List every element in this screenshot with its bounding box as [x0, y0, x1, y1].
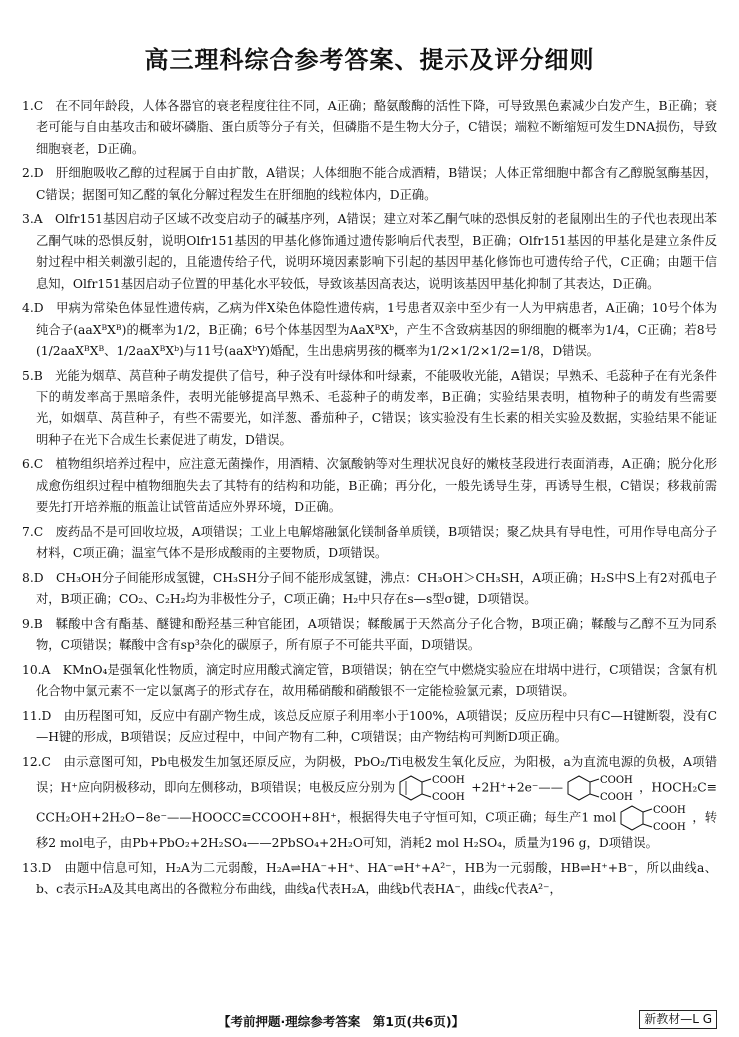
item-text-part1: 由示意图可知，Pb电极发生加氢还原反应，为阴极，PbO₂/Ti电极发生氧化反应，为阳极，a为直流电源的负极，A项错误；H⁺应向阴极移动，即向左侧移动，B项错误；电极反应分别为: [36, 754, 717, 795]
item-number: 10.A: [22, 662, 51, 677]
item-text: 植物组织培养过程中，应注意无菌操作，用酒精、次氯酸钠等对生理状况良好的嫩枝茎段进行表面消毒，A正确；脱分化形成愈伤组织过程中植物细胞失去了其特有的结构和功能，B正确；再分化，一般先诱导生芽，再诱导生根，C错误；移栽前需要先打开培养瓶的瓶盖让试管苗适应外界环境，D正确。: [36, 457, 717, 515]
answer-item-8: [22, 568, 717, 611]
item-number: 4.D: [22, 301, 44, 316]
item-text-part2: +2H⁺+2e⁻——: [471, 780, 564, 795]
answer-item-12: [22, 752, 717, 855]
cooh-label-bottom: COOH: [653, 822, 687, 834]
item-text: 甲病为常染色体显性遗传病，乙病为伴X染色体隐性遗传病，1号患者双亲中至少有一人为甲病患者，A正确；10号个体为纯合子(aaXᴮXᴮ)的概率为1/2，B正确；6号个体基因型为AaXᴮXᵇ，产生不含致病基因的卵细胞的概率为1/4，C正确；若8号(1/2aaXᴮXᴮ、1/2aaXᴮXᵇ)与11号(aaXᵇY)婚配，生出患病男孩的概率为1/2×1/2×1/2=1/8，D错误。: [36, 301, 717, 359]
answer-item-13: [22, 858, 717, 901]
item-number: 12.C: [22, 754, 51, 769]
item-text: CH₃OH分子间能形成氢键，CH₃SH分子间不能形成氢键，沸点：CH₃OH＞CH₃SH，A项正确；H₂S中S上有2对孤电子对，B项正确；CO₂、C₂H₂均为非极性分子，C项正确；H₂中只存在s—s型σ键，D项错误。: [36, 570, 717, 607]
item-text-part4: ，转移2 mol电子，由Pb+PbO₂+2H₂SO₄——2PbSO₄+2H₂O可知，消耗2 mol H₂SO₄，质量为196 g，D项错误。: [36, 810, 717, 851]
answer-item-6: [22, 454, 717, 518]
item-number: 13.D: [22, 860, 52, 875]
answer-item-5: [22, 366, 717, 452]
answer-item-4: [22, 298, 717, 362]
item-number: 6.C: [22, 457, 44, 472]
item-text: 由题中信息可知，H₂A为二元弱酸，H₂A⇌HA⁻+H⁺、HA⁻⇌H⁺+A²⁻，HB为一元弱酸，HB⇌H⁺+B⁻，所以曲线a、b、c表示H₂A及其电离出的各微粒分布曲线，曲线a代表H₂A，曲线b代表HA⁻，曲线c代表A²⁻，: [36, 860, 717, 897]
item-text: KMnO₄是强氧化性物质，滴定时应用酸式滴定管，B项错误；钠在空气中燃烧实验应在坩埚中进行，C项错误；含氯有机化合物中氯元素不一定以氯离子的形式存在，故用稀硝酸和硝酸银不一定能检验氯元素，D项错误。: [36, 662, 717, 699]
answer-item-2: [22, 163, 717, 206]
answer-list: [22, 96, 717, 904]
cyclohexene-dicarboxylic-acid-structure: [566, 773, 636, 803]
item-text: 肝细胞吸收乙醇的过程属于自由扩散，A错误；人体细胞不能合成酒精，B错误；人体正常细胞中都含有乙醇脱氢酶基因，C错误；据图可知乙醛的氧化分解过程发生在肝细胞的线粒体内，D正确。: [36, 166, 717, 202]
answer-item-7: [22, 522, 717, 565]
answer-item-11: [22, 706, 717, 749]
cyclohexene-dicarboxylic-acid-structure-2: [619, 803, 689, 833]
answer-item-1: [22, 96, 717, 160]
answer-item-10: [22, 660, 717, 703]
item-text: 在不同年龄段，人体各器官的衰老程度往往不同，A正确；酪氨酸酶的活性下降，可导致黑色素减少白发产生，B正确；衰老可能与自由基攻击和破坏磷脂、蛋白质等分子有关，但磷脂不是生物大分子，C错误；端粒不断缩短可发生DNA损伤，导致细胞衰老，D正确。: [36, 99, 717, 156]
item-number: 8.D: [22, 570, 44, 585]
phthalic-acid-structure: [398, 773, 468, 803]
item-text: 废药品不是可回收垃圾，A项错误；工业上电解熔融氯化镁制备单质镁，B项错误；聚乙炔具有导电性，可用作导电高分子材料，C项正确；温室气体不是形成酸雨的主要物质，D项错误。: [36, 524, 717, 561]
item-text: 鞣酸中含有酯基、醚键和酚羟基三种官能团，A项错误；鞣酸属于天然高分子化合物，B项正确；鞣酸与乙醇不互为同系物，C项错误；鞣酸中含有sp³杂化的碳原子，所有原子不可能共平面，D项错误。: [36, 616, 717, 653]
cooh-label-top: COOH: [432, 775, 465, 787]
item-number: 3.A: [22, 212, 43, 227]
page-title: 高三理科综合参考答案、提示及评分细则: [144, 46, 595, 74]
item-text-part3: ，HOCH₂C≡CCH₂OH+2H₂O−8e⁻——HOOCC≡CCOOH+8H⁺，根据得失电子守恒可知，C项正确；每生产1 mol: [36, 780, 717, 825]
item-number: 2.D: [22, 166, 44, 181]
item-number: 1.C: [22, 99, 44, 113]
answer-item-9: [22, 614, 717, 657]
item-text: 光能为烟草、莴苣种子萌发提供了信号，种子没有叶绿体和叶绿素，不能吸收光能，A错误；早熟禾、毛蕊种子在有光条件下的萌发率高于黑暗条件，表明光能够提高早熟禾、毛蕊种子的萌发率，B正确；实验结果表明，植物种子的萌发有些需要光，如烟草、莴苣种子，有些不需要光，如洋葱、番茄种子，C错误；该实验没有生长素的相关实验及数据，实验结果不能证明种子在光下合成生长素促进了萌发，D错误。: [36, 368, 717, 447]
item-number: 9.B: [22, 616, 43, 631]
footer-caption: 【考前押题·理综参考答案 第1页(共6页)】: [218, 1014, 465, 1029]
cooh-label-top: COOH: [600, 775, 633, 787]
answer-item-3: [22, 209, 717, 295]
item-text: 由历程图可知，反应中有副产物生成，该总反应原子利用率小于100%，A项错误；反应历程中只有C—H键断裂，没有C—H键的形成，B项错误；反应过程中，中间产物有二种，C项错误；由产物结构可判断D项正确。: [36, 708, 717, 745]
item-text: Olfr151基因启动子区域不改变启动子的碱基序列，A错误；建立对苯乙酮气味的恐惧反射的老鼠刚出生的子代也表现出苯乙酮气味的恐惧反射，说明Olfr151基因的甲基化修饰通过遗传影响后代表型，B正确；Olfr151基因的甲基化是建立条件反射过程中相关刺激引起的，且能遗传给子代，说明环境因素影响下引起的基因甲基化修饰也可遗传给子代，C正确；由题干信息知，Olfr151基因启动子位置的甲基化水平较低，导致该基因高表达，说明该基因甲基化抑制了其表达，D正确。: [36, 212, 717, 291]
edition-tag: 新教材—L G: [639, 1010, 717, 1029]
item-number: 7.C: [22, 524, 44, 539]
cooh-label-bottom: COOH: [432, 792, 465, 804]
item-number: 5.B: [22, 368, 43, 383]
item-number: 11.D: [22, 708, 52, 723]
cooh-label-bottom: COOH: [600, 792, 633, 804]
cooh-label-top: COOH: [653, 805, 687, 817]
